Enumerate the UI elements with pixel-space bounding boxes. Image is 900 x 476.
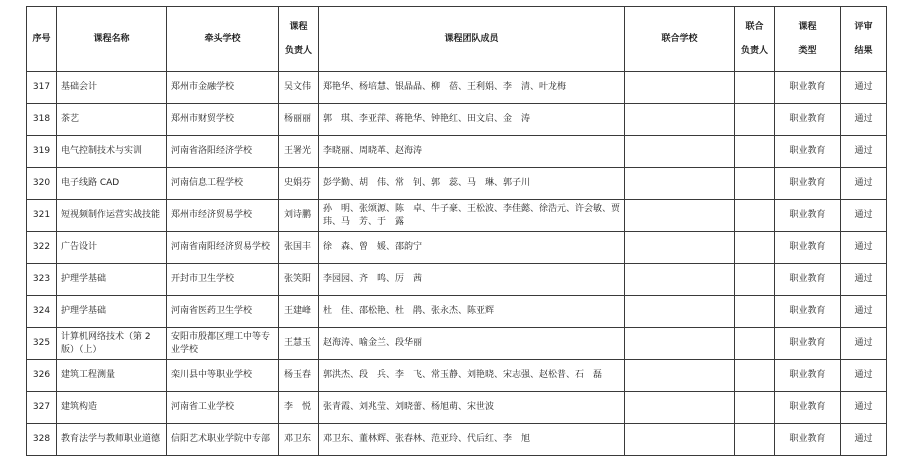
review-result-cell-text: 通过 xyxy=(854,402,873,412)
row-no-cell xyxy=(27,136,57,168)
review-result-cell xyxy=(841,232,887,264)
course-lead-cell-text: 王建峰 xyxy=(284,306,312,316)
joint-lead-cell xyxy=(735,424,775,456)
course-lead-cell-text: 史娟芬 xyxy=(284,178,312,188)
team-members-cell xyxy=(319,136,625,168)
table-row xyxy=(27,232,887,264)
lead-school-cell xyxy=(167,168,279,200)
joint-school-cell xyxy=(625,104,735,136)
course-lead-cell xyxy=(279,264,319,296)
header-result-line2: 结果 xyxy=(854,46,873,56)
review-result-cell xyxy=(841,360,887,392)
lead-school-cell xyxy=(167,424,279,456)
table-row xyxy=(27,392,887,424)
table-row xyxy=(27,200,887,232)
lead-school-cell xyxy=(167,104,279,136)
team-members-cell-text: 孙 明、张颂源、陈 卓、牛子豪、王松波、李佳懿、徐浩元、许会敏、贾 玮、马 芳、于 露 xyxy=(323,203,630,227)
course-type-cell xyxy=(775,296,841,328)
lead-school-cell xyxy=(167,72,279,104)
header-course-lead-line1: 课程 xyxy=(289,22,308,32)
table-row xyxy=(27,296,887,328)
row-no-cell-text: 327 xyxy=(32,402,51,412)
header-result-line1: 评审 xyxy=(854,22,873,32)
course-lead-cell-text: 李 悦 xyxy=(284,402,312,412)
team-members-cell xyxy=(319,168,625,200)
course-lead-cell xyxy=(279,72,319,104)
course-name-cell xyxy=(57,424,167,456)
joint-lead-cell xyxy=(735,232,775,264)
course-lead-cell xyxy=(279,296,319,328)
course-lead-cell-text: 王慧玉 xyxy=(284,338,312,348)
row-no-cell-text: 324 xyxy=(32,306,51,316)
joint-school-cell xyxy=(625,136,735,168)
review-result-cell xyxy=(841,296,887,328)
review-result-cell-text: 通过 xyxy=(854,306,873,316)
review-result-cell-text: 通过 xyxy=(854,434,873,444)
team-members-cell-text: 彭学勤、胡 伟、常 钊、郭 蕊、马 琳、郭子川 xyxy=(323,178,531,188)
row-no-cell-text: 317 xyxy=(32,82,51,92)
course-name-cell-text: 基础会计 xyxy=(61,82,98,92)
table-row xyxy=(27,104,887,136)
course-lead-cell xyxy=(279,328,319,360)
row-no-cell-text: 320 xyxy=(32,178,51,188)
team-members-cell-text: 赵海涛、喻金兰、段华丽 xyxy=(323,338,423,348)
lead-school-cell-text: 郑州市财贸学校 xyxy=(171,114,235,124)
team-members-cell-text: 郭洪杰、段 兵、李 飞、常玉静、刘艳晓、宋志强、赵松普、石 磊 xyxy=(323,370,603,380)
lead-school-cell-text: 河南信息工程学校 xyxy=(171,178,244,188)
table-row xyxy=(27,264,887,296)
course-name-cell xyxy=(57,136,167,168)
team-members-cell-text: 杜 佳、邵松艳、杜 鹃、张永杰、陈亚辉 xyxy=(323,306,495,316)
course-lead-cell xyxy=(279,232,319,264)
row-no-cell-text: 326 xyxy=(32,370,51,380)
joint-school-cell xyxy=(625,360,735,392)
joint-school-cell xyxy=(625,392,735,424)
row-no-cell xyxy=(27,232,57,264)
table-row xyxy=(27,424,887,456)
lead-school-cell xyxy=(167,392,279,424)
joint-lead-cell xyxy=(735,360,775,392)
review-result-cell xyxy=(841,200,887,232)
team-members-cell xyxy=(319,392,625,424)
joint-school-cell xyxy=(625,424,735,456)
course-lead-cell xyxy=(279,424,319,456)
header-result xyxy=(841,7,887,72)
course-type-cell-text: 职业教育 xyxy=(789,210,826,220)
team-members-cell xyxy=(319,424,625,456)
course-type-cell xyxy=(775,104,841,136)
course-type-cell-text: 职业教育 xyxy=(789,242,826,252)
course-name-cell-text: 护理学基础 xyxy=(61,306,107,316)
course-type-cell xyxy=(775,200,841,232)
row-no-cell-text: 321 xyxy=(32,210,51,220)
table-body xyxy=(27,72,887,456)
row-no-cell xyxy=(27,72,57,104)
review-result-cell xyxy=(841,328,887,360)
lead-school-cell-text: 河南省工业学校 xyxy=(171,402,235,412)
course-name-cell-text: 电气控制技术与实训 xyxy=(61,146,143,156)
course-type-cell-text: 职业教育 xyxy=(789,434,826,444)
course-type-cell xyxy=(775,360,841,392)
team-members-cell xyxy=(319,72,625,104)
table-row xyxy=(27,360,887,392)
review-result-cell xyxy=(841,168,887,200)
team-members-cell xyxy=(319,104,625,136)
row-no-cell xyxy=(27,296,57,328)
course-name-cell xyxy=(57,296,167,328)
lead-school-cell-text: 安阳市殷都区理工中等专业学校 xyxy=(171,331,271,355)
course-type-cell-text: 职业教育 xyxy=(789,146,826,156)
team-members-cell-text: 李晓丽、周晓革、赵海涛 xyxy=(323,146,423,156)
row-no-cell xyxy=(27,424,57,456)
table-row xyxy=(27,72,887,104)
lead-school-cell-text: 河南省南阳经济贸易学校 xyxy=(171,242,271,252)
review-result-cell-text: 通过 xyxy=(854,370,873,380)
row-no-cell-text: 328 xyxy=(32,434,51,444)
lead-school-cell xyxy=(167,296,279,328)
team-members-cell xyxy=(319,296,625,328)
lead-school-cell xyxy=(167,264,279,296)
review-result-cell-text: 通过 xyxy=(854,210,873,220)
row-no-cell xyxy=(27,104,57,136)
row-no-cell-text: 323 xyxy=(32,274,51,284)
header-members: 课程团队成员 xyxy=(319,7,625,72)
joint-school-cell xyxy=(625,328,735,360)
lead-school-cell-text: 栾川县中等职业学校 xyxy=(171,370,253,380)
course-type-cell xyxy=(775,232,841,264)
course-name-cell-text: 电子线路 CAD xyxy=(61,178,120,188)
team-members-cell xyxy=(319,200,630,232)
table-row xyxy=(27,328,887,360)
lead-school-cell-text: 信阳艺术职业学院中专部 xyxy=(171,434,271,444)
review-result-cell-text: 通过 xyxy=(854,82,873,92)
joint-lead-cell xyxy=(735,72,775,104)
course-name-cell xyxy=(57,72,167,104)
team-members-cell xyxy=(319,264,625,296)
row-no-cell xyxy=(27,360,57,392)
row-no-cell xyxy=(27,264,57,296)
lead-school-cell xyxy=(167,136,279,168)
header-joint-lead xyxy=(735,7,775,72)
lead-school-cell xyxy=(167,328,279,360)
row-no-cell-text: 322 xyxy=(32,242,51,252)
header-lead-school: 牵头学校 xyxy=(167,7,279,72)
course-lead-cell-text: 杨丽丽 xyxy=(284,114,312,124)
joint-lead-cell xyxy=(735,104,775,136)
review-result-cell-text: 通过 xyxy=(854,146,873,156)
course-lead-cell-text: 邓卫东 xyxy=(284,434,312,444)
course-name-cell-text: 短视频制作运营实战技能 xyxy=(61,210,161,220)
lead-school-cell-text: 郑州市经济贸易学校 xyxy=(171,210,253,220)
joint-school-cell xyxy=(625,232,735,264)
course-type-cell xyxy=(775,328,841,360)
team-members-cell-text: 郑艳华、杨培慧、银晶晶、柳 蓓、王利娟、李 清、叶龙梅 xyxy=(323,82,567,92)
review-result-cell xyxy=(841,136,887,168)
course-type-cell-text: 职业教育 xyxy=(789,370,826,380)
course-name-cell xyxy=(57,360,167,392)
review-result-cell-text: 通过 xyxy=(854,338,873,348)
header-course-lead xyxy=(279,7,319,72)
course-type-cell xyxy=(775,136,841,168)
course-lead-cell xyxy=(279,104,319,136)
lead-school-cell-text: 郑州市金融学校 xyxy=(171,82,235,92)
course-type-cell-text: 职业教育 xyxy=(789,82,826,92)
joint-school-cell xyxy=(625,200,735,232)
course-name-cell xyxy=(57,264,167,296)
review-result-cell xyxy=(841,392,887,424)
team-members-cell-text: 李园园、齐 鸣、厉 茜 xyxy=(323,274,423,284)
course-type-cell-text: 职业教育 xyxy=(789,402,826,412)
course-type-cell-text: 职业教育 xyxy=(789,114,826,124)
review-result-cell-text: 通过 xyxy=(854,178,873,188)
team-members-cell-text: 张青霞、刘兆莹、刘晓蕾、杨旭萌、宋世波 xyxy=(323,402,495,412)
course-lead-cell-text: 杨玉春 xyxy=(284,370,312,380)
course-lead-cell-text: 张笑阳 xyxy=(284,274,312,284)
lead-school-cell-text: 河南省洛阳经济学校 xyxy=(171,146,253,156)
course-table-container xyxy=(26,6,886,456)
review-result-cell-text: 通过 xyxy=(854,274,873,284)
joint-lead-cell xyxy=(735,168,775,200)
joint-lead-cell xyxy=(735,296,775,328)
course-name-cell xyxy=(57,232,167,264)
course-name-cell-text: 茶艺 xyxy=(61,114,80,124)
review-result-cell xyxy=(841,424,887,456)
joint-lead-cell xyxy=(735,264,775,296)
course-name-cell xyxy=(57,328,167,360)
course-name-cell-text: 计算机网络技术（第 2 版）（上） xyxy=(61,331,151,355)
table-row xyxy=(27,136,887,168)
course-name-cell xyxy=(57,104,167,136)
course-type-cell-text: 职业教育 xyxy=(789,306,826,316)
course-name-cell xyxy=(57,392,167,424)
course-name-cell-text: 教育法学与教师职业道德 xyxy=(61,434,161,444)
course-name-cell-text: 建筑工程测量 xyxy=(61,370,116,380)
course-lead-cell-text: 吴文伟 xyxy=(284,82,312,92)
team-members-cell xyxy=(319,232,625,264)
course-type-cell-text: 职业教育 xyxy=(789,178,826,188)
row-no-cell xyxy=(27,328,57,360)
lead-school-cell-text: 河南省医药卫生学校 xyxy=(171,306,253,316)
course-lead-cell-text: 王署光 xyxy=(284,146,312,156)
team-members-cell-text: 邓卫东、董林辉、张春林、范亚玲、代后红、李 旭 xyxy=(323,434,531,444)
course-type-cell xyxy=(775,424,841,456)
team-members-cell-text: 徐 森、曾 媛、邵韵宁 xyxy=(323,242,423,252)
header-joint-lead-line1: 联合 xyxy=(745,22,764,32)
row-no-cell-text: 318 xyxy=(32,114,51,124)
course-lead-cell-text: 刘诗鹏 xyxy=(284,210,312,220)
joint-school-cell xyxy=(625,264,735,296)
review-result-cell-text: 通过 xyxy=(854,242,873,252)
team-members-cell-text: 郭 琪、李亚萍、蒋艳华、钟艳红、田文启、金 涛 xyxy=(323,114,531,124)
course-type-cell-text: 职业教育 xyxy=(789,338,826,348)
row-no-cell xyxy=(27,200,57,232)
course-review-table xyxy=(26,6,887,456)
header-course-name: 课程名称 xyxy=(57,7,167,72)
header-course-type-line2: 类型 xyxy=(798,46,817,56)
course-type-cell xyxy=(775,264,841,296)
course-lead-cell-text: 张国丰 xyxy=(284,242,312,252)
review-result-cell-text: 通过 xyxy=(854,114,873,124)
joint-school-cell xyxy=(625,72,735,104)
course-type-cell xyxy=(775,168,841,200)
course-name-cell xyxy=(57,200,167,232)
course-name-cell xyxy=(57,168,167,200)
course-lead-cell xyxy=(279,168,319,200)
joint-lead-cell xyxy=(735,200,775,232)
course-lead-cell xyxy=(279,392,319,424)
course-lead-cell xyxy=(279,136,319,168)
joint-school-cell xyxy=(625,168,735,200)
team-members-cell xyxy=(319,328,625,360)
row-no-cell xyxy=(27,392,57,424)
course-type-cell xyxy=(775,72,841,104)
review-result-cell xyxy=(841,264,887,296)
joint-school-cell xyxy=(625,296,735,328)
lead-school-cell xyxy=(167,200,279,232)
course-lead-cell xyxy=(279,200,319,232)
header-course-type-line1: 课程 xyxy=(798,22,817,32)
header-no: 序号 xyxy=(27,7,57,72)
lead-school-cell xyxy=(167,232,279,264)
review-result-cell xyxy=(841,72,887,104)
header-joint-school: 联合学校 xyxy=(625,7,735,72)
joint-lead-cell xyxy=(735,136,775,168)
row-no-cell-text: 325 xyxy=(32,338,51,348)
header-joint-lead-line2: 负责人 xyxy=(740,46,768,56)
course-type-cell-text: 职业教育 xyxy=(789,274,826,284)
course-type-cell xyxy=(775,392,841,424)
course-name-cell-text: 广告设计 xyxy=(61,242,98,252)
lead-school-cell xyxy=(167,360,279,392)
row-no-cell-text: 319 xyxy=(32,146,51,156)
table-header-row xyxy=(27,7,887,72)
lead-school-cell-text: 开封市卫生学校 xyxy=(171,274,235,284)
team-members-cell xyxy=(319,360,625,392)
header-course-lead-line2: 负责人 xyxy=(284,46,312,56)
review-result-cell xyxy=(841,104,887,136)
course-name-cell-text: 护理学基础 xyxy=(61,274,107,284)
course-name-cell-text: 建筑构造 xyxy=(61,402,98,412)
course-lead-cell xyxy=(279,360,319,392)
joint-lead-cell xyxy=(735,392,775,424)
header-course-type xyxy=(775,7,841,72)
row-no-cell xyxy=(27,168,57,200)
table-row xyxy=(27,168,887,200)
joint-lead-cell xyxy=(735,328,775,360)
